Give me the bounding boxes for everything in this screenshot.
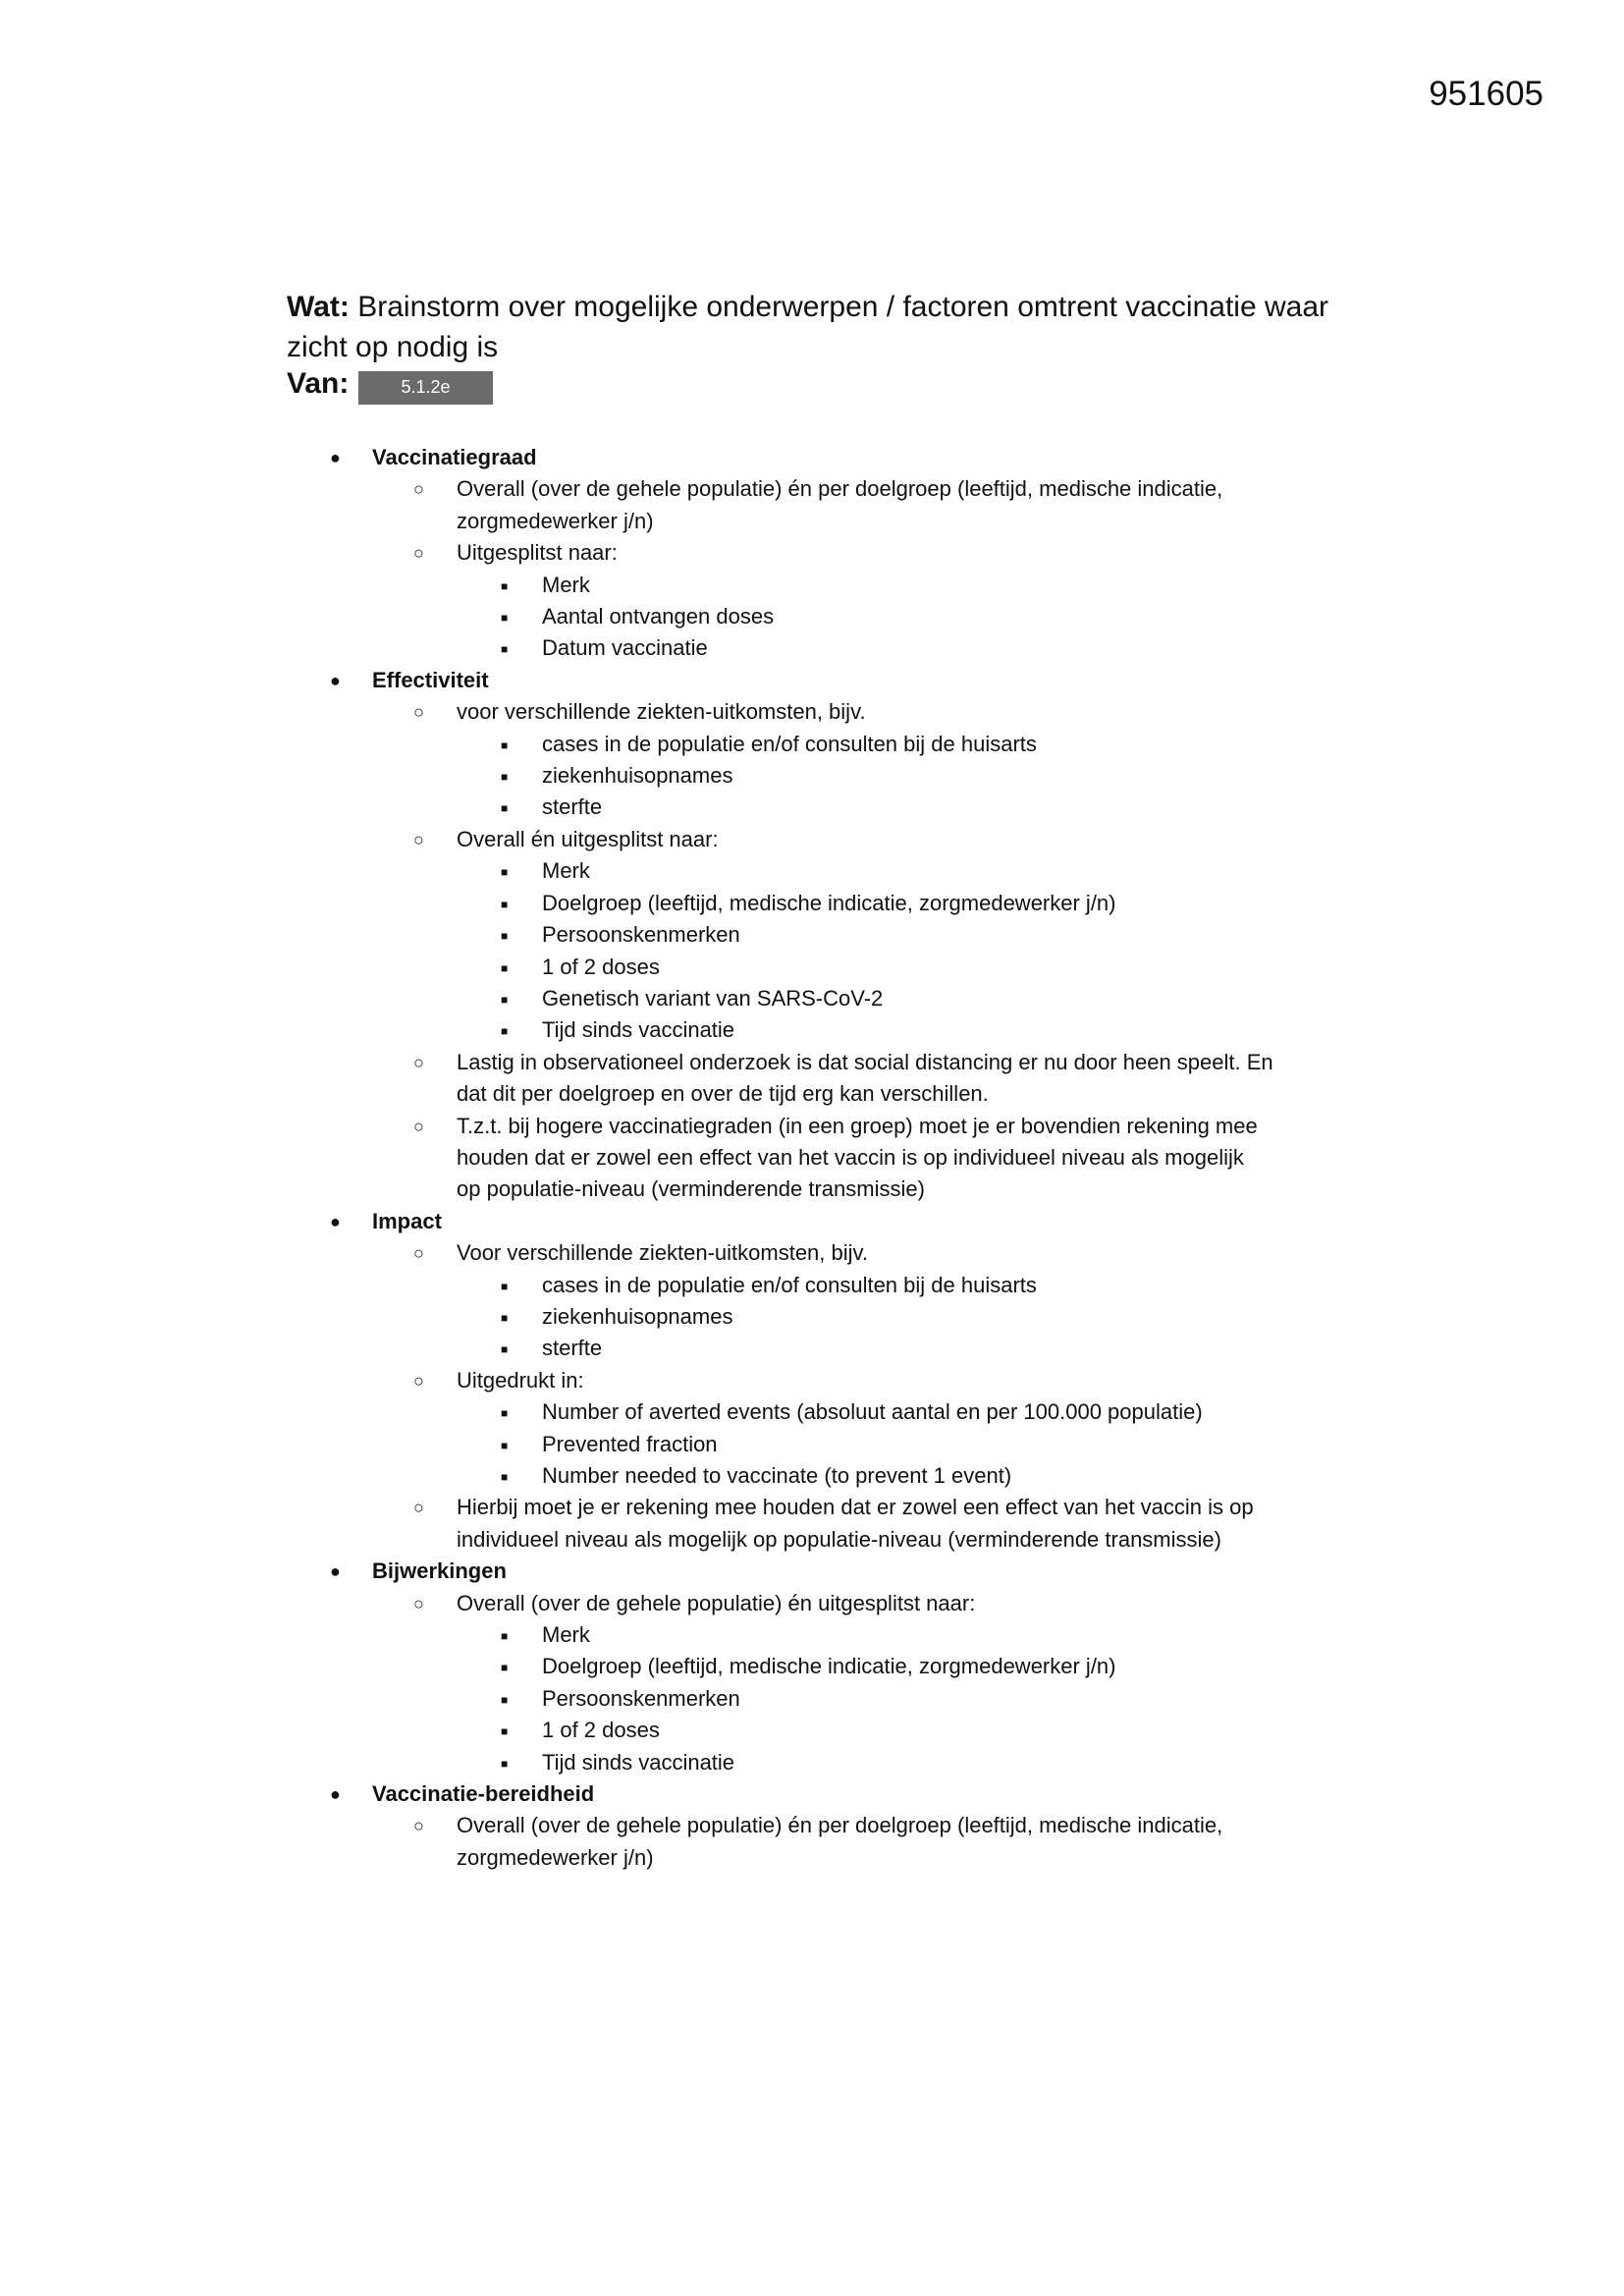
van-label: Van: (287, 367, 350, 400)
outline-item-text: ziekenhuisopnames (542, 763, 733, 789)
bullet-marker: ■ (501, 1438, 509, 1452)
bullet-marker: ■ (501, 1692, 509, 1707)
outline-item-text: Number needed to vaccinate (to prevent 1 event) (542, 1463, 1012, 1488)
outline-item-level-2 (324, 537, 1365, 569)
outline-item-level-2 (324, 824, 1365, 855)
outline-item-text: houden dat er zowel een effect van het vaccin is op individueel niveau als mogelijk (457, 1144, 1244, 1170)
outline-item-text: Merk (542, 572, 590, 597)
outline-item-text: Uitgesplitst naar: (457, 540, 618, 566)
outline-item-level-2 (324, 1142, 1365, 1174)
outline-item-level-2 (324, 1111, 1365, 1142)
outline-item-text: ziekenhuisopnames (542, 1303, 733, 1329)
bullet-marker: ● (330, 670, 341, 690)
outline-item-level-2 (324, 1524, 1365, 1556)
bullet-marker: ○ (413, 543, 424, 564)
outline-item-level-2 (324, 1365, 1365, 1396)
outline-item-text: Doelgroep (leeftijd, medische indicatie, zorgmedewerker j/n) (542, 890, 1116, 915)
bullet-marker: ■ (501, 1279, 509, 1293)
bullet-marker: ● (330, 448, 341, 467)
outline-item-level-3 (324, 919, 1365, 951)
outline-item-level-3 (324, 729, 1365, 760)
outline-item-text: zorgmedewerker j/n) (457, 1844, 654, 1870)
bullet-marker: ■ (501, 770, 509, 785)
outline-item-level-2 (324, 1810, 1365, 1841)
outline-item-level-3 (324, 792, 1365, 823)
bullet-marker: ■ (501, 611, 509, 626)
bullet-marker: ■ (501, 897, 509, 911)
outline-item-text: individueel niveau als mogelijk op populatie-niveau (verminderende transmissie) (457, 1526, 1221, 1552)
outline-item-level-1 (324, 665, 1365, 696)
bullet-marker: ○ (413, 702, 424, 723)
outline-item-text: sterfte (542, 1336, 603, 1361)
page-number: 951605 (1429, 75, 1543, 113)
outline-item-text: Doelgroep (leeftijd, medische indicatie, zorgmedewerker j/n) (542, 1654, 1116, 1679)
bullet-marker: ■ (501, 865, 509, 880)
outline-item-level-3 (324, 1747, 1365, 1778)
outline-item-text: Merk (542, 858, 590, 884)
outline-item-level-3 (324, 1683, 1365, 1715)
bullet-marker: ● (330, 1784, 341, 1805)
outline-item-text: Impact (372, 1208, 442, 1233)
outline-item-text: Overall (over de gehele populatie) én per doelgroep (leeftijd, medische indicatie, (457, 1813, 1223, 1838)
outline-item-text: Aantal ontvangen doses (542, 604, 775, 629)
outline-item-text: 1 of 2 doses (542, 1718, 660, 1743)
outline-item-text: Merk (542, 1622, 590, 1648)
bullet-marker: ■ (501, 1661, 509, 1675)
bullet-marker: ○ (413, 1498, 424, 1518)
outline-item-text: Voor verschillende ziekten-uitkomsten, bijv. (457, 1240, 869, 1266)
outline-item-text: Vaccinatiegraad (372, 445, 537, 469)
bullet-marker: ■ (501, 992, 509, 1007)
bullet-marker: ○ (413, 1116, 424, 1136)
bullet-marker: ■ (501, 1629, 509, 1644)
outline-item-level-3 (324, 952, 1365, 983)
bullet-marker: ■ (501, 960, 509, 975)
outline-item-text: Bijwerkingen (372, 1558, 507, 1584)
outline-item-text: Overall én uitgesplitst naar: (457, 826, 719, 851)
outline-item-level-3 (324, 1270, 1365, 1301)
outline-item-text: Overall (over de gehele populatie) én per doelgroep (leeftijd, medische indicatie, (457, 476, 1223, 502)
bullet-marker: ■ (501, 929, 509, 944)
bullet-marker: ● (330, 1561, 341, 1582)
bullet-marker: ■ (501, 1406, 509, 1421)
outline-item-text: Datum vaccinatie (542, 635, 708, 661)
outline-item-level-2 (324, 696, 1365, 728)
bullet-marker: ○ (413, 479, 424, 500)
outline-item-level-2 (324, 1492, 1365, 1523)
outline-item-level-3 (324, 760, 1365, 792)
bullet-marker: ■ (501, 578, 509, 593)
outline-item-level-3 (324, 1333, 1365, 1364)
document-heading (287, 287, 1357, 367)
outline-item-level-2 (324, 1078, 1365, 1110)
wat-label: Wat: (287, 291, 350, 323)
outline-item-level-3 (324, 1301, 1365, 1333)
outline-item-text: dat dit per doelgroep en over de tijd erg kan verschillen. (457, 1081, 989, 1107)
bullet-marker: ■ (501, 1756, 509, 1771)
outline-item-text: op populatie-niveau (verminderende transmissie) (457, 1176, 925, 1202)
outline-item-text: Vaccinatie-bereidheid (372, 1781, 595, 1807)
outline-item-level-2 (324, 1842, 1365, 1874)
outline-item-level-2 (324, 506, 1365, 537)
bullet-marker: ■ (501, 1470, 509, 1484)
outline-item-level-3 (324, 1014, 1365, 1046)
redaction-box: 5.1.2e (358, 371, 493, 405)
outline-item-text: Tijd sinds vaccinatie (542, 1749, 735, 1775)
bullet-marker: ● (330, 1211, 341, 1231)
outline-item-level-1 (324, 1556, 1365, 1587)
outline-item-text: Uitgedrukt in: (457, 1367, 584, 1393)
outline-item-level-1 (324, 1206, 1365, 1237)
outline-item-level-2 (324, 1237, 1365, 1269)
outline-item-level-3 (324, 1396, 1365, 1428)
outline-item-level-2 (324, 1588, 1365, 1619)
outline-item-text: 1 of 2 doses (542, 954, 660, 979)
outline-item-level-2 (324, 1047, 1365, 1078)
outline-item-text: cases in de populatie en/of consulten bij de huisarts (542, 1272, 1037, 1297)
outline-item-text: Lastig in observationeel onderzoek is dat social distancing er nu door heen speelt. En (457, 1049, 1273, 1074)
bullet-marker: ■ (501, 1724, 509, 1739)
outline-item-text: Persoonskenmerken (542, 1685, 740, 1711)
outline-item-level-3 (324, 632, 1365, 664)
outline-item-level-3 (324, 570, 1365, 601)
outline-item-level-3 (324, 601, 1365, 632)
outline-item-level-3 (324, 1715, 1365, 1746)
outline-item-text: Hierbij moet je er rekening mee houden dat er zowel een effect van het vaccin is op (457, 1495, 1254, 1520)
outline-item-level-3 (324, 855, 1365, 887)
outline-item-level-1 (324, 1778, 1365, 1810)
bullet-marker: ■ (501, 738, 509, 752)
bullet-marker: ■ (501, 1342, 509, 1357)
outline-item-text: zorgmedewerker j/n) (457, 508, 654, 533)
bullet-marker: ○ (413, 1593, 424, 1613)
outline-item-level-3 (324, 888, 1365, 919)
bullet-marker: ○ (413, 829, 424, 849)
outline-item-text: Persoonskenmerken (542, 922, 740, 948)
outline-item-text: Genetisch variant van SARS-CoV-2 (542, 985, 884, 1011)
outline-item-text: Effectiviteit (372, 667, 489, 692)
outline-item-level-2 (324, 473, 1365, 505)
outline-item-level-3 (324, 1429, 1365, 1460)
bullet-marker: ○ (413, 1052, 424, 1072)
outline-item-text: sterfte (542, 794, 603, 820)
outline-item-level-3 (324, 1651, 1365, 1682)
bullet-marker: ■ (501, 642, 509, 657)
outline-item-text: Overall (over de gehele populatie) én uitgesplitst naar: (457, 1590, 976, 1615)
bullet-marker: ■ (501, 801, 509, 816)
outline-item-level-1 (324, 442, 1365, 473)
bullet-outline (324, 442, 1365, 1874)
outline-item-text: T.z.t. bij hogere vaccinatiegraden (in een groep) moet je er bovendien rekening mee (457, 1113, 1258, 1138)
bullet-marker: ■ (501, 1024, 509, 1039)
outline-item-text: voor verschillende ziekten-uitkomsten, bijv. (457, 699, 866, 725)
outline-item-level-2 (324, 1174, 1365, 1205)
outline-item-text: Number of averted events (absoluut aantal en per 100.000 populatie) (542, 1399, 1203, 1425)
bullet-marker: ○ (413, 1816, 424, 1836)
bullet-marker: ○ (413, 1243, 424, 1264)
outline-item-text: Tijd sinds vaccinatie (542, 1017, 735, 1043)
outline-item-level-3 (324, 1460, 1365, 1492)
bullet-marker: ■ (501, 1310, 509, 1325)
outline-item-level-3 (324, 983, 1365, 1014)
outline-item-text: Prevented fraction (542, 1431, 718, 1456)
bullet-marker: ○ (413, 1370, 424, 1391)
wat-text: Brainstorm over mogelijke onderwerpen / factoren omtrent vaccinatie waar zicht op nodig is (287, 291, 1329, 363)
outline-item-text: cases in de populatie en/of consulten bij de huisarts (542, 731, 1037, 756)
outline-item-level-3 (324, 1619, 1365, 1651)
